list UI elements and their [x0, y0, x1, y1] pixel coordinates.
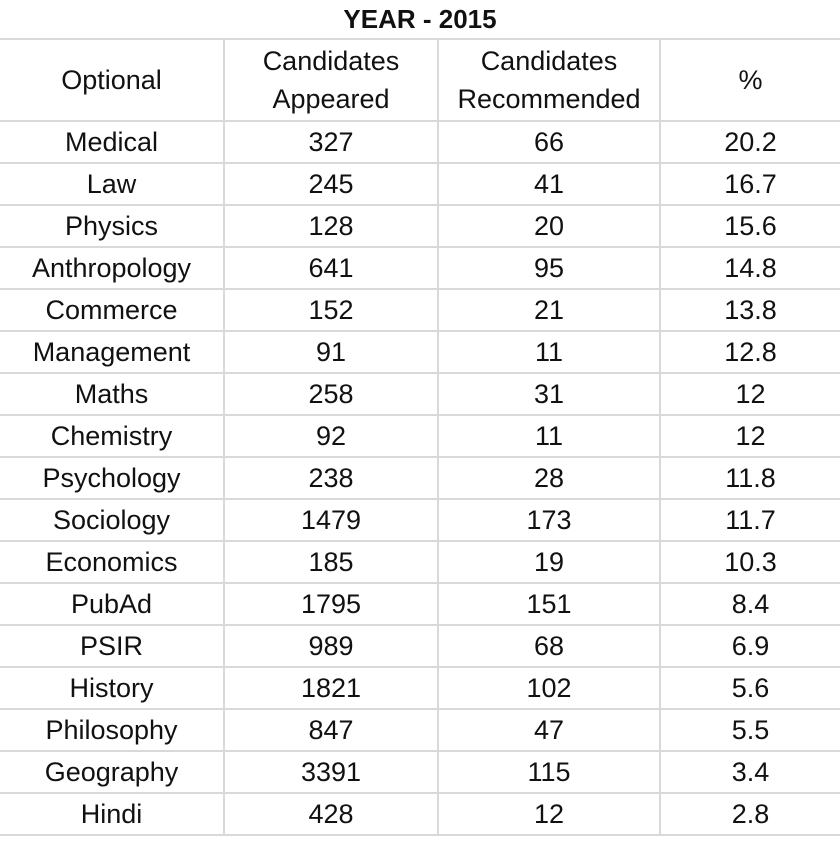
cell-percent: 8.4: [660, 583, 840, 625]
table-row: [0, 121, 840, 163]
cell-candidates-recommended: 31: [438, 373, 660, 415]
cell-percent: 12: [660, 373, 840, 415]
cell-percent: 11.7: [660, 499, 840, 541]
cell-candidates-appeared: 1821: [224, 667, 438, 709]
cell-optional: Hindi: [0, 793, 224, 835]
cell-candidates-recommended: 173: [438, 499, 660, 541]
header-candidates-appeared: Candidates Appeared: [224, 39, 438, 121]
cell-percent: 20.2: [660, 121, 840, 163]
table-row: [0, 163, 840, 205]
cell-candidates-appeared: 327: [224, 121, 438, 163]
cell-candidates-recommended: 66: [438, 121, 660, 163]
table-row: [0, 415, 840, 457]
table-row: [0, 289, 840, 331]
cell-percent: 11.8: [660, 457, 840, 499]
cell-optional: PubAd: [0, 583, 224, 625]
cell-candidates-appeared: 91: [224, 331, 438, 373]
table-row: [0, 583, 840, 625]
table-row: [0, 499, 840, 541]
cell-candidates-recommended: 11: [438, 331, 660, 373]
table-row: [0, 709, 840, 751]
cell-percent: 15.6: [660, 205, 840, 247]
cell-optional: Physics: [0, 205, 224, 247]
header-percent: %: [660, 39, 840, 121]
table-row: [0, 667, 840, 709]
cell-percent: 12.8: [660, 331, 840, 373]
cell-candidates-appeared: 847: [224, 709, 438, 751]
cell-percent: 12: [660, 415, 840, 457]
table-title: YEAR - 2015: [0, 0, 840, 39]
cell-optional: History: [0, 667, 224, 709]
cell-percent: 5.6: [660, 667, 840, 709]
cell-candidates-recommended: 151: [438, 583, 660, 625]
cell-candidates-recommended: 47: [438, 709, 660, 751]
cell-optional: Commerce: [0, 289, 224, 331]
cell-candidates-appeared: 1479: [224, 499, 438, 541]
cell-candidates-recommended: 19: [438, 541, 660, 583]
cell-candidates-appeared: 641: [224, 247, 438, 289]
cell-percent: 14.8: [660, 247, 840, 289]
cell-candidates-recommended: 95: [438, 247, 660, 289]
cell-candidates-recommended: 68: [438, 625, 660, 667]
cell-optional: Anthropology: [0, 247, 224, 289]
table-row: [0, 625, 840, 667]
cell-candidates-appeared: 428: [224, 793, 438, 835]
cell-optional: Medical: [0, 121, 224, 163]
cell-optional: Law: [0, 163, 224, 205]
cell-percent: 5.5: [660, 709, 840, 751]
cell-candidates-appeared: 238: [224, 457, 438, 499]
table-row: [0, 331, 840, 373]
cell-candidates-recommended: 20: [438, 205, 660, 247]
cell-percent: 10.3: [660, 541, 840, 583]
table-row: [0, 247, 840, 289]
cell-candidates-recommended: 11: [438, 415, 660, 457]
table-row: [0, 541, 840, 583]
cell-candidates-appeared: 128: [224, 205, 438, 247]
cell-optional: Chemistry: [0, 415, 224, 457]
cell-candidates-recommended: 12: [438, 793, 660, 835]
header-row: [0, 39, 840, 121]
table-row: [0, 457, 840, 499]
cell-candidates-appeared: 3391: [224, 751, 438, 793]
table-row: [0, 793, 840, 835]
cell-candidates-appeared: 989: [224, 625, 438, 667]
cell-optional: Geography: [0, 751, 224, 793]
table-row: [0, 373, 840, 415]
cell-percent: 2.8: [660, 793, 840, 835]
cell-candidates-appeared: 1795: [224, 583, 438, 625]
cell-candidates-appeared: 92: [224, 415, 438, 457]
cell-candidates-appeared: 185: [224, 541, 438, 583]
header-candidates-recommended: Candidates Recommended: [438, 39, 660, 121]
cell-optional: PSIR: [0, 625, 224, 667]
cell-candidates-appeared: 258: [224, 373, 438, 415]
cell-optional: Maths: [0, 373, 224, 415]
cell-optional: Psychology: [0, 457, 224, 499]
cell-optional: Economics: [0, 541, 224, 583]
cell-percent: 6.9: [660, 625, 840, 667]
table-row: [0, 751, 840, 793]
header-optional: Optional: [0, 39, 224, 121]
cell-candidates-recommended: 28: [438, 457, 660, 499]
cell-candidates-recommended: 21: [438, 289, 660, 331]
title-row: [0, 0, 840, 39]
cell-percent: 16.7: [660, 163, 840, 205]
cell-candidates-recommended: 102: [438, 667, 660, 709]
cell-optional: Sociology: [0, 499, 224, 541]
table-row: [0, 205, 840, 247]
cell-candidates-appeared: 245: [224, 163, 438, 205]
cell-candidates-recommended: 41: [438, 163, 660, 205]
cell-candidates-appeared: 152: [224, 289, 438, 331]
cell-candidates-recommended: 115: [438, 751, 660, 793]
cell-percent: 3.4: [660, 751, 840, 793]
cell-percent: 13.8: [660, 289, 840, 331]
cell-optional: Management: [0, 331, 224, 373]
cell-optional: Philosophy: [0, 709, 224, 751]
